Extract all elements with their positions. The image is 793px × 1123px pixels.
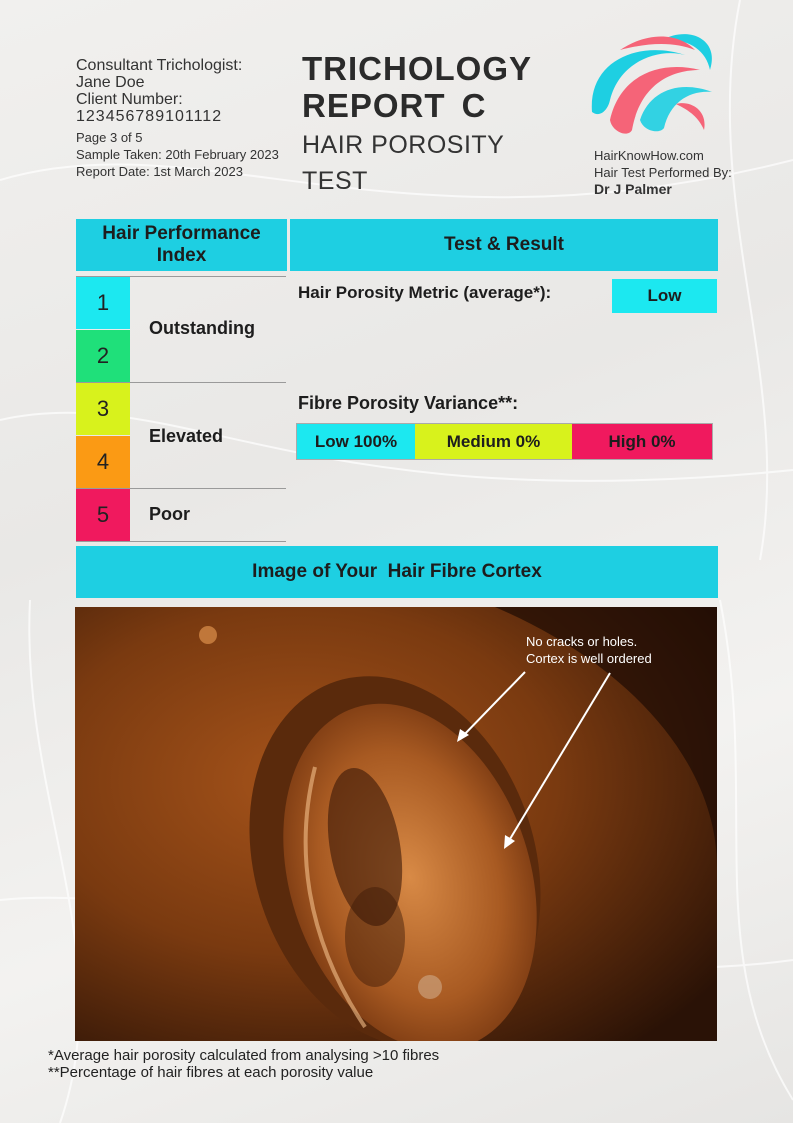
hair-logo-icon bbox=[580, 20, 720, 140]
client-number: 123456789101112 bbox=[76, 108, 223, 125]
table-divider bbox=[76, 541, 286, 542]
index-number: 4 bbox=[96, 449, 110, 474]
footnote-1: *Average hair porosity calculated from analysing >10 fibres bbox=[48, 1047, 440, 1064]
index-number: 1 bbox=[96, 290, 110, 315]
index-cell-1 bbox=[76, 277, 130, 329]
report-subtitle bbox=[302, 127, 504, 199]
performed-by-label: Hair Test Performed By: bbox=[594, 165, 732, 180]
variance-high: High 0% bbox=[572, 424, 712, 459]
page-indicator: Page 3 of 5 bbox=[76, 130, 143, 145]
performed-by-name: Dr J Palmer bbox=[594, 181, 672, 197]
index-number: 5 bbox=[96, 502, 110, 527]
porosity-variance-bar bbox=[296, 423, 713, 460]
title-line-1: TRICHOLOGY bbox=[302, 50, 532, 87]
index-number: 2 bbox=[96, 343, 110, 368]
porosity-variance-label: Fibre Porosity Variance**: bbox=[298, 393, 519, 413]
sample-taken: Sample Taken: 20th February 2023 bbox=[76, 147, 279, 162]
consultant-name: Jane Doe bbox=[76, 74, 145, 91]
website-link[interactable]: HairKnowHow.com bbox=[594, 148, 704, 163]
annotation-line-1: No cracks or holes. bbox=[526, 634, 638, 649]
test-result-heading: Test & Result bbox=[290, 219, 718, 271]
title-line-2: REPORT C bbox=[302, 87, 487, 124]
label-poor: Poor bbox=[149, 504, 191, 524]
hair-cortex-micrograph bbox=[75, 607, 717, 1041]
client-number-label: Client Number: bbox=[76, 91, 183, 108]
report-date: Report Date: 1st March 2023 bbox=[76, 164, 243, 179]
subtitle-line-2: TEST bbox=[302, 167, 368, 195]
footnote-2: **Percentage of hair fibres at each porosity value bbox=[48, 1064, 374, 1081]
variance-low: Low 100% bbox=[297, 424, 415, 459]
porosity-metric-value: Low bbox=[612, 279, 717, 313]
image-section-heading: Image of Your Hair Fibre Cortex bbox=[76, 546, 718, 598]
index-cell-3 bbox=[76, 383, 130, 435]
subtitle-line-1: HAIR POROSITY bbox=[302, 131, 505, 159]
table-divider bbox=[76, 382, 286, 383]
report-title bbox=[302, 50, 532, 124]
footnotes bbox=[48, 1047, 439, 1081]
performer-info bbox=[594, 147, 732, 198]
porosity-metric-label: Hair Porosity Metric (average*): bbox=[298, 283, 552, 302]
micrograph-annotation bbox=[526, 633, 652, 667]
index-cell-5 bbox=[76, 489, 130, 541]
index-cell-2 bbox=[76, 330, 130, 382]
variance-medium: Medium 0% bbox=[415, 424, 572, 459]
index-cell-4 bbox=[76, 436, 130, 488]
consultant-label: Consultant Trichologist: bbox=[76, 57, 243, 74]
label-outstanding: Outstanding bbox=[149, 318, 255, 338]
performance-index-heading: Hair Performance Index bbox=[76, 219, 287, 271]
table-divider bbox=[76, 276, 286, 277]
report-meta bbox=[76, 57, 286, 180]
label-elevated: Elevated bbox=[149, 426, 224, 446]
table-divider bbox=[76, 488, 286, 489]
index-number: 3 bbox=[96, 396, 110, 421]
annotation-line-2: Cortex is well ordered bbox=[526, 651, 652, 666]
